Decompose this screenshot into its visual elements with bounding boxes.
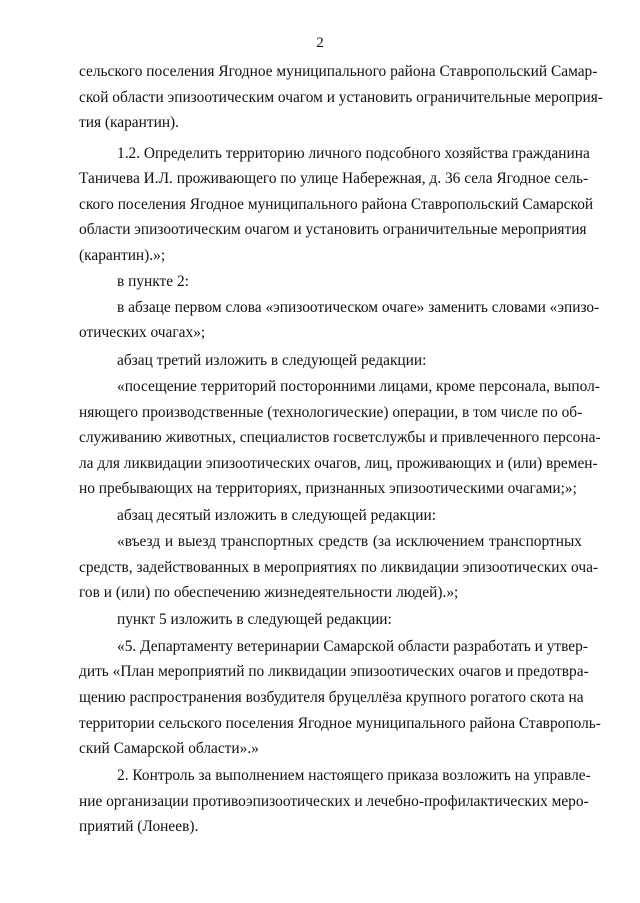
text-line: приятий (Лонеев). [79,818,199,835]
text-line: территории сельского поселения Ягодное муниципального района Ставрополь- [79,715,601,732]
text-line: няющего производственные (технологические) операции, в том числе по об- [79,404,583,421]
text-line: но пребывающих на территориях, признанных эпизоотическими очагами;»; [79,480,577,497]
text-line: Таничева И.Л. проживающего по улице Набережная, д. 36 села Ягодное сель- [79,170,589,187]
text-line: абзац третий изложить в следующей редакции: [117,352,427,369]
text-line: в пункте 2: [117,273,189,290]
text-line: ского поселения Ягодное муниципального района Ставропольский Самарской [79,196,594,213]
text-line: области эпизоотическим очагом и установить ограничительные мероприятия [79,221,587,238]
text-line: отических очагах»; [79,324,206,341]
text-line: сельского поселения Ягодное муниципального района Ставропольский Самар- [79,63,598,80]
text-line: «посещение территорий посторонними лицами, кроме персонала, выпол- [117,378,600,395]
text-line: средств, задействованных в мероприятиях по ликвидации эпизоотических оча- [79,559,599,576]
text-line: ский Самарской области».» [79,740,259,757]
text-line: пункт 5 изложить в следующей редакции: [117,611,392,628]
text-line: ской области эпизоотическим очагом и установить ограничительные мероприя- [79,89,603,106]
text-line: дить «План мероприятий по ликвидации эпизоотических очагов и предотвра- [79,663,589,680]
text-line: щению распространения возбудителя бруцеллёза крупного рогатого скота на [79,689,584,706]
text-line: «5. Департаменту ветеринарии Самарской области разработать и утвер- [117,638,588,655]
text-line: служиванию животных, специалистов госветслужбы и привлеченного персона- [79,429,601,446]
text-line: абзац десятый изложить в следующей редакции: [117,507,437,524]
text-line: тия (карантин). [79,114,180,131]
page-number: 2 [316,35,324,51]
text-line: ла для ликвидации эпизоотических очагов, лиц, проживающих и (или) времен- [79,455,598,472]
text-line: в абзаце первом слова «эпизоотическом очаге» заменить словами «эпизо- [117,299,600,316]
text-line: 1.2. Определить территорию личного подсобного хозяйства гражданина [117,145,590,162]
text-line: (карантин).»; [79,247,166,264]
text-line: «въезд и выезд транспортных средств (за исключением транспортных [117,533,582,550]
text-line: гов и (или) по обеспечению жизнедеятельности людей).»; [79,584,459,601]
text-line: 2. Контроль за выполнением настоящего приказа возложить на управле- [117,767,591,784]
text-line: ние организации противоэпизоотических и лечебно-профилактических меро- [79,793,589,810]
